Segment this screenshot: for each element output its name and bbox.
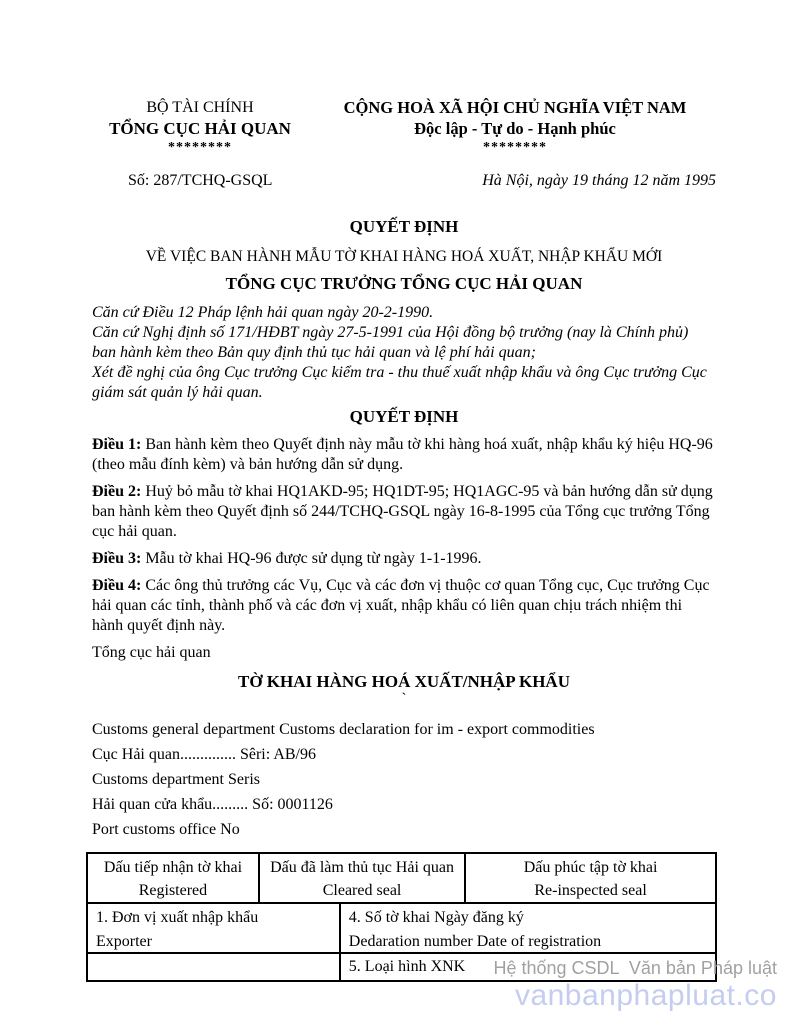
preamble-line: Xét đề nghị của ông Cục trưởng Cục kiểm tra - thu thuế xuất nhập khẩu và ông Cục trưởng Cục giám sát quản lý hải quan.	[92, 364, 707, 401]
cell-exporter	[88, 904, 339, 952]
preamble-line: Căn cứ Điều 12 Pháp lệnh hải quan ngày 20-2-1990.	[92, 304, 434, 321]
declaration-form-lines	[92, 717, 716, 842]
article-label: Điều 3:	[92, 550, 142, 567]
document-header	[92, 97, 716, 159]
article-3	[92, 549, 716, 569]
article-text: Các ông thủ trưởng các Vụ, Cục và các đơn vị thuộc cơ quan Tổng cục, Cục trưởng Cục hải quan các tỉnh, thành phố và các đơn vị xuất, nhập khẩu có liên quan chịu trách nhiệm thi hành quyết định này.	[92, 577, 710, 634]
cell-reinspected-seal	[464, 854, 715, 902]
cell-text-en: Re-inspected seal	[534, 882, 647, 899]
form-line-customs-department: Customs department Seris	[92, 771, 260, 788]
cell-text-en: Dedaration number Date of registration	[348, 933, 602, 950]
place-and-date: Hà Nội, ngày 19 tháng 12 năm 1995	[482, 172, 716, 189]
watermark-brand: vanbanphapluat.co	[514, 979, 777, 1012]
article-label: Điều 4:	[92, 577, 142, 594]
article-label: Điều 2:	[92, 483, 142, 500]
document-number: Số: 287/TCHQ-GSQL	[128, 172, 273, 189]
articles	[92, 435, 716, 636]
separator-asterisks-right: ********	[483, 140, 547, 155]
republic-motto: Độc lập - Tự do - Hạnh phúc	[414, 119, 616, 138]
decision-subtitle: VỀ VIỆC BAN HÀNH MẪU TỜ KHAI HÀNG HOÁ XUẤT, NHẬP KHẨU MỚI	[145, 248, 663, 265]
cell-declaration-number	[339, 904, 715, 952]
preamble-line: Căn cứ Nghị định số 171/HĐBT ngày 27-5-1991 của Hội đồng bộ trưởng (nay là Chính phủ) ban hành kèm theo Bản quy định thủ tục hải quan và lệ phí hải quan;	[92, 324, 689, 361]
table-header-row	[88, 854, 715, 902]
cell-text-vi: Dấu tiếp nhận tờ khai	[103, 859, 243, 876]
cell-xnk-type: 5. Loại hình XNK	[339, 954, 715, 980]
article-text: Huỷ bỏ mẫu tờ khai HQ1AKD-95; HQ1DT-95; HQ1AGC-95 và bản hướng dẫn sử dụng ban hành kèm theo Quyết định số 244/TCHQ-GSQL ngày 16-8-1995 của Tổng cục trưởng Tổng cục hải quan.	[92, 483, 713, 540]
accent-mark: `	[401, 691, 407, 707]
issuer-heading: TỔNG CỤC TRƯỞNG TỔNG CỤC HẢI QUAN	[225, 274, 583, 293]
cell-text-vi: Dấu đã làm thủ tục Hải quan	[270, 859, 455, 876]
article-2	[92, 482, 716, 542]
reference-row	[92, 170, 716, 191]
document-body	[92, 97, 716, 982]
decision-title: QUYẾT ĐỊNH	[349, 217, 459, 236]
republic-name: CỘNG HOÀ XÃ HỘI CHỦ NGHĨA VIỆT NAM	[343, 98, 687, 117]
preamble	[92, 303, 716, 403]
table-row	[88, 902, 715, 952]
cell-registered-seal	[88, 854, 258, 902]
form-line-hai-quan-cua-khau-so: Hải quan cửa khẩu......... Số: 0001126	[92, 796, 333, 813]
issuing-agency-block	[80, 97, 320, 156]
form-line-port-customs-office: Port customs office No	[92, 821, 240, 838]
form-line-cuc-hai-quan-seri: Cục Hải quan.............. Sêri: AB/96	[92, 746, 316, 763]
cell-empty	[88, 954, 339, 980]
separator-asterisks-left: ********	[168, 140, 232, 155]
article-text: Mẫu tờ khai HQ-96 được sử dụng từ ngày 1-1-1996.	[145, 550, 482, 567]
watermark	[493, 957, 777, 1011]
watermark-system-text: Hệ thống CSDL Văn bản Pháp luật	[493, 958, 777, 978]
form-line-customs-general: Customs general department Customs declaration for im - export commodities	[92, 721, 595, 738]
general-department-name: TỔNG CỤC HẢI QUAN	[109, 119, 291, 138]
cell-text-en: Exporter	[96, 933, 152, 950]
declaration-form-title: TỜ KHAI HÀNG HOÁ XUẤT/NHẬP KHẨU	[238, 672, 570, 691]
cell-text-en: Cleared seal	[322, 882, 402, 899]
article-4	[92, 576, 716, 636]
ministry-name: BỘ TÀI CHÍNH	[146, 99, 254, 116]
cell-text-vi: 1. Đơn vị xuất nhập khẩu	[96, 909, 259, 926]
article-label: Điều 1:	[92, 436, 142, 453]
article-1	[92, 435, 716, 475]
article-text: Ban hành kèm theo Quyết định này mẫu tờ khi hàng hoá xuất, nhập khẩu ký hiệu HQ-96 (theo mẫu đính kèm) và bản hướng dẫn sử dụng.	[92, 436, 713, 473]
cell-text-vi: Dấu phúc tập tờ khai	[523, 859, 658, 876]
cell-cleared-seal	[258, 854, 464, 902]
closing-line: Tổng cục hải quan	[92, 644, 211, 661]
cell-text-vi: 4. Số tờ khai Ngày đăng ký	[348, 909, 524, 926]
cell-text-en: Registered	[138, 882, 208, 899]
republic-block	[335, 97, 695, 156]
decision-heading: QUYẾT ĐỊNH	[349, 407, 459, 426]
